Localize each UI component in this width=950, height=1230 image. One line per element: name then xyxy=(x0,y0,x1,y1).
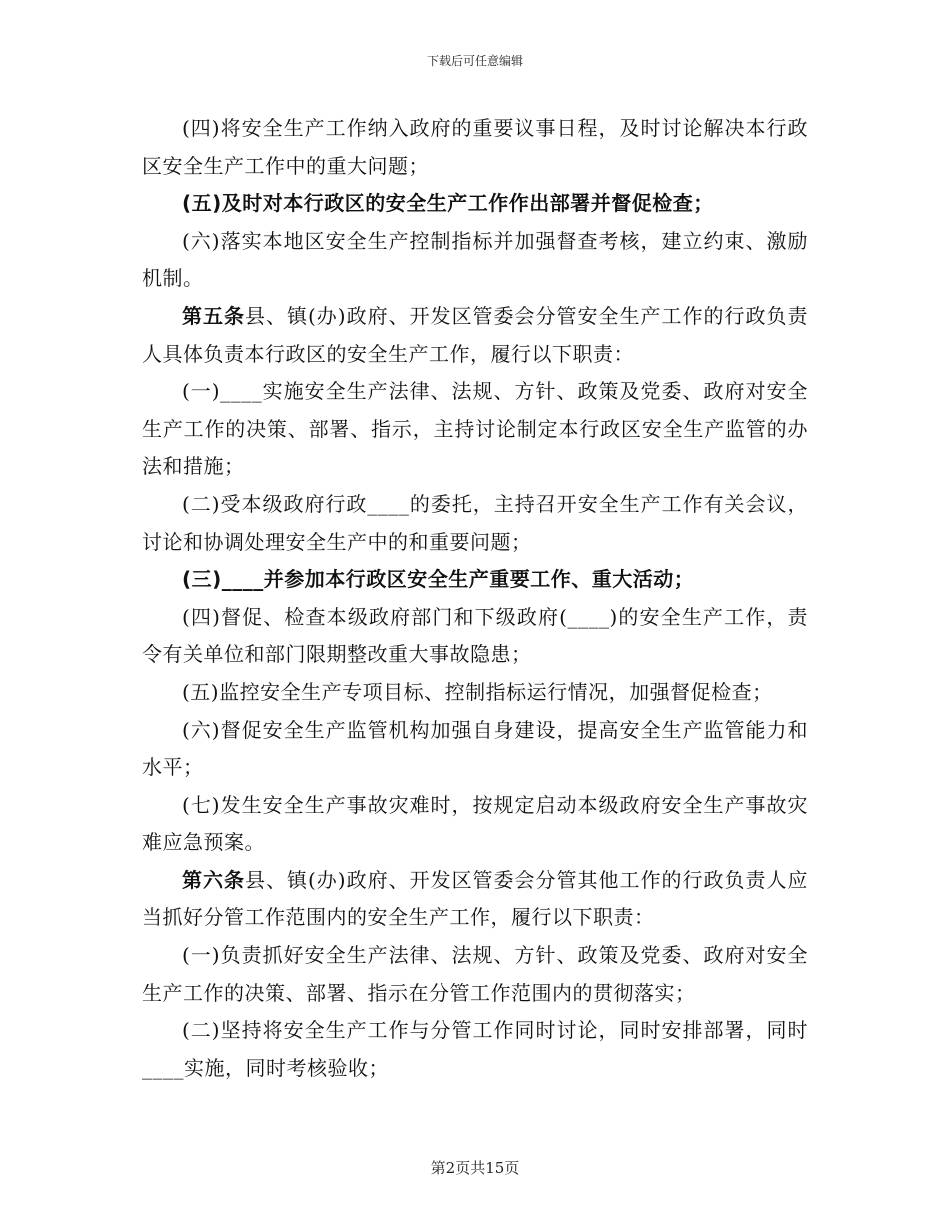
paragraph xyxy=(142,1012,808,1087)
paragraph-text: (四)督促、检查本级政府部门和下级政府(____)的安全生产工作，责令有关单位和部门限期整改重大事故隐患； xyxy=(142,604,808,667)
paragraph xyxy=(142,373,808,486)
article-number: 第六条 xyxy=(182,867,245,892)
paragraph xyxy=(142,599,808,674)
paragraph xyxy=(142,712,808,787)
paragraph-text: (二)受本级政府行政____的委托，主持召开安全生产工作有关会议，讨论和协调处理安全生产中的和重要问题； xyxy=(142,491,808,554)
paragraph xyxy=(142,937,808,1012)
page-header: 下载后可任意编辑 xyxy=(426,54,523,68)
paragraph-bold xyxy=(142,185,808,223)
paragraph xyxy=(142,110,808,185)
paragraph-text: 县、镇(办)政府、开发区管委会分管安全生产工作的行政负责人具体负责本行政区的安全生产工作，履行以下职责： xyxy=(142,303,809,366)
paragraph-text: (六)落实本地区安全生产控制指标并加强督查考核，建立约束、激励机制。 xyxy=(142,228,808,291)
paragraph-text: (五)及时对本行政区的安全生产工作作出部署并督促检查； xyxy=(182,191,714,216)
article-paragraph xyxy=(142,298,808,373)
article-paragraph xyxy=(142,862,808,937)
paragraph-text: (五)监控安全生产专项目标、控制指标运行情况，加强督促检查； xyxy=(182,679,773,704)
paragraph-text: (一)____实施安全生产法律、法规、方针、政策及党委、政府对安全生产工作的决策、部署、指示，主持讨论制定本行政区安全生产监管的办法和措施； xyxy=(142,379,808,479)
document-body xyxy=(142,110,808,1087)
paragraph xyxy=(142,787,808,862)
paragraph xyxy=(142,674,808,712)
paragraph-text: (二)坚持将安全生产工作与分管工作同时讨论，同时安排部署，同时____实施，同时考核验收； xyxy=(142,1018,808,1080)
paragraph-text: 县、镇(办)政府、开发区管委会分管其他工作的行政负责人应当抓好分管工作范围内的安全生产工作，履行以下职责： xyxy=(142,867,809,930)
page-footer: 第2页共15页 xyxy=(430,1159,520,1177)
paragraph-text: (七)发生安全生产事故灾难时，按规定启动本级政府安全生产事故灾难应急预案。 xyxy=(142,792,808,855)
paragraph xyxy=(142,223,808,298)
paragraph-text: (三)____并参加本行政区安全生产重要工作、重大活动； xyxy=(182,567,695,592)
article-number: 第五条 xyxy=(182,303,245,328)
paragraph-text: (一)负责抓好安全生产法律、法规、方针、政策及党委、政府对安全生产工作的决策、部署、指示在分管工作范围内的贯彻落实； xyxy=(142,943,808,1005)
paragraph-bold xyxy=(142,561,808,599)
paragraph xyxy=(142,486,808,561)
paragraph-text: (四)将安全生产工作纳入政府的重要议事日程，及时讨论解决本行政区安全生产工作中的重大问题； xyxy=(142,116,808,178)
paragraph-text: (六)督促安全生产监管机构加强自身建设，提高安全生产监管能力和水平； xyxy=(142,717,808,780)
